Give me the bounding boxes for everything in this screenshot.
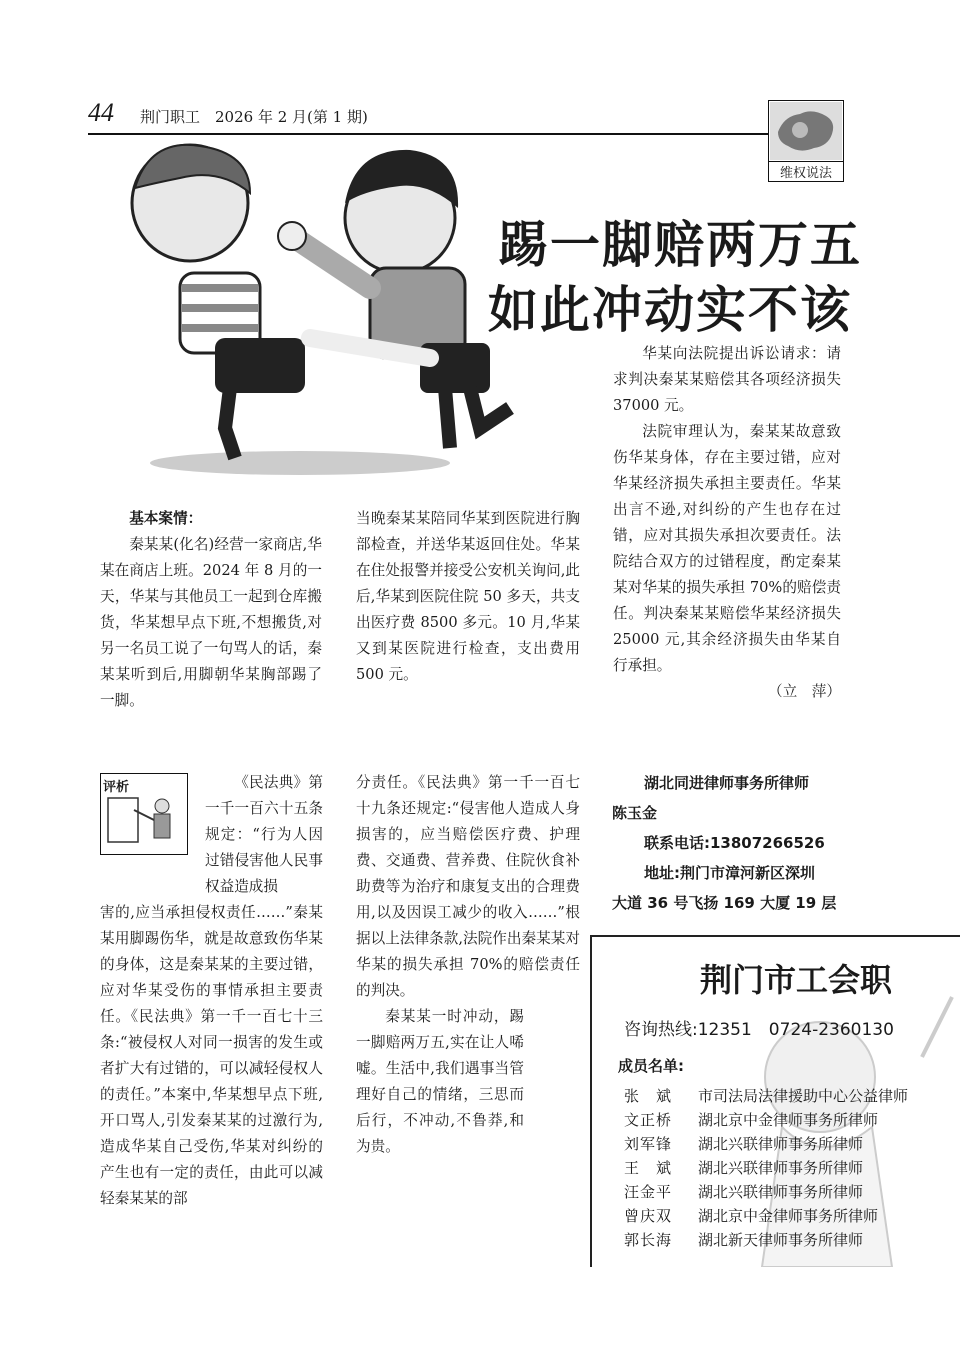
teacher-pointing-icon [104,792,184,852]
case-column-1 [100,506,322,714]
case-text-2: 当晚秦某某陪同华某到医院进行胸部检查，并送华某返回住处。华某在住处报警并接受公安机关询问,此后,华某到医院住院 50 多天，共支出医疗费 8500 多元。10 月,华某又到某医院进行检查，支出费用 500 元。 [356,510,580,683]
case-heading: 基本案情： [129,510,203,527]
lawyer-address-2: 大道 36 号飞扬 169 大厦 19 层 [612,894,837,912]
headline-line-2: 如此冲动实不该 [488,281,852,339]
publication-info: 荆门职工 2026 年 2 月(第 1 期) [140,108,368,126]
analysis-column-2: 分责任。《民法典》第一千一百七十九条还规定:“侵害他人造成人身损害的，应当赔偿医疗费、护理费、交通费、营养费、住院伙食补助费等为治疗和康复支出的合理费用,以及因误工减少的收入……”根据以上法律条款,法院作出秦某某对华某的损失承担 70%的赔偿责任的判决。 秦某某一时冲动，踢一脚赔两万五,实在让人唏嘘。生活中,我们遇事当管理好自己的情绪，三思而后行，不冲动,不鲁莽,和为贵。 [356,774,580,1155]
list-item: 郭长海 湖北新天律师事务所律师 [624,1231,864,1249]
union-lawyer-panel [590,935,960,1267]
list-item: 文正桥 湖北京中金律师事务所律师 [624,1111,879,1129]
case-column-3 [613,341,841,705]
analysis-badge [100,773,188,855]
china-map-icon [770,102,842,160]
list-item: 王 斌 湖北兴联律师事务所律师 [624,1159,864,1177]
lawyer-info [612,768,852,918]
lawyer-name: 陈玉金 [612,804,658,822]
column-badge [768,100,844,182]
fighting-kids-illustration [100,128,540,478]
panel-hotline: 咨询热线:12351 0724-2360130 [624,1020,894,1040]
lawyer-phone: 联系电话:13807266526 [644,834,825,852]
list-item: 张 斌 市司法局法律援助中心公益律师 [624,1087,909,1105]
panel-title: 荆门市工会职 [700,961,893,999]
members-heading: 成员名单: [618,1057,684,1075]
case-text-3a: 华某向法院提出诉讼请求：请求判决秦某某赔偿其各项经济损失 37000 元。 [613,345,841,414]
column-label: 维权说法 [769,161,843,181]
list-item: 曾庆双 湖北京中金律师事务所律师 [624,1207,879,1225]
analysis-column-1a: 《民法典》第一千一百六十五条规定：“行为人因过错侵害他人民事权益造成损 [205,774,323,895]
case-text-1: 秦某某(化名)经营一家商店,华某在商店上班。2024 年 8 月的一天，华某与其他员工一起到仓库搬货，华某想早点下班,不想搬货,对另一名员工说了一句骂人的话，秦某某听到后,用脚朝华某胸部踢了一脚。 [100,536,322,709]
lawyer-address-1: 地址:荆门市漳河新区深圳 [644,864,815,882]
case-author: （立 萍） [768,683,841,700]
analysis-label: 评析 [103,780,130,795]
list-item: 汪金平 湖北兴联律师事务所律师 [624,1183,864,1201]
headline-line-1: 踢一脚赔两万五 [498,216,862,274]
case-column-2 [356,506,580,688]
case-text-3b: 法院审理认为，秦某某故意致伤华某身体，存在主要过错，应对华某经济损失承担主要责任。华某出言不逊,对纠纷的产生也存在过错，应对其损失承担次要责任。法院结合双方的过错程度，酌定秦某某对华某的损失承担 70%的赔偿责任。判决秦某某赔偿华某经济损失 25000 元,其余经济损失由华某自行承担。 [613,423,841,674]
analysis-column-1b: 害的,应当承担侵权责任……”秦某某用脚踢伤华，就是故意致伤华某的身体，这是秦某某的主要过错，应对华某受伤的事情承担主要责任。《民法典》第一千一百七十三条:“被侵权人对同一损害的发生或者扩大有过错的，可以减轻侵权人的责任。”本案中,华某想早点下班,开口骂人,引发秦某某的过激行为,造成华某自己受伤,华某对纠纷的产生也有一定的责任，由此可以减轻秦某某的部 [100,904,323,1207]
lawyer-firm: 湖北同进律师事务所律师 [644,774,810,792]
list-item: 刘军锋 湖北兴联律师事务所律师 [624,1135,864,1153]
page-number: 44 [88,98,114,127]
